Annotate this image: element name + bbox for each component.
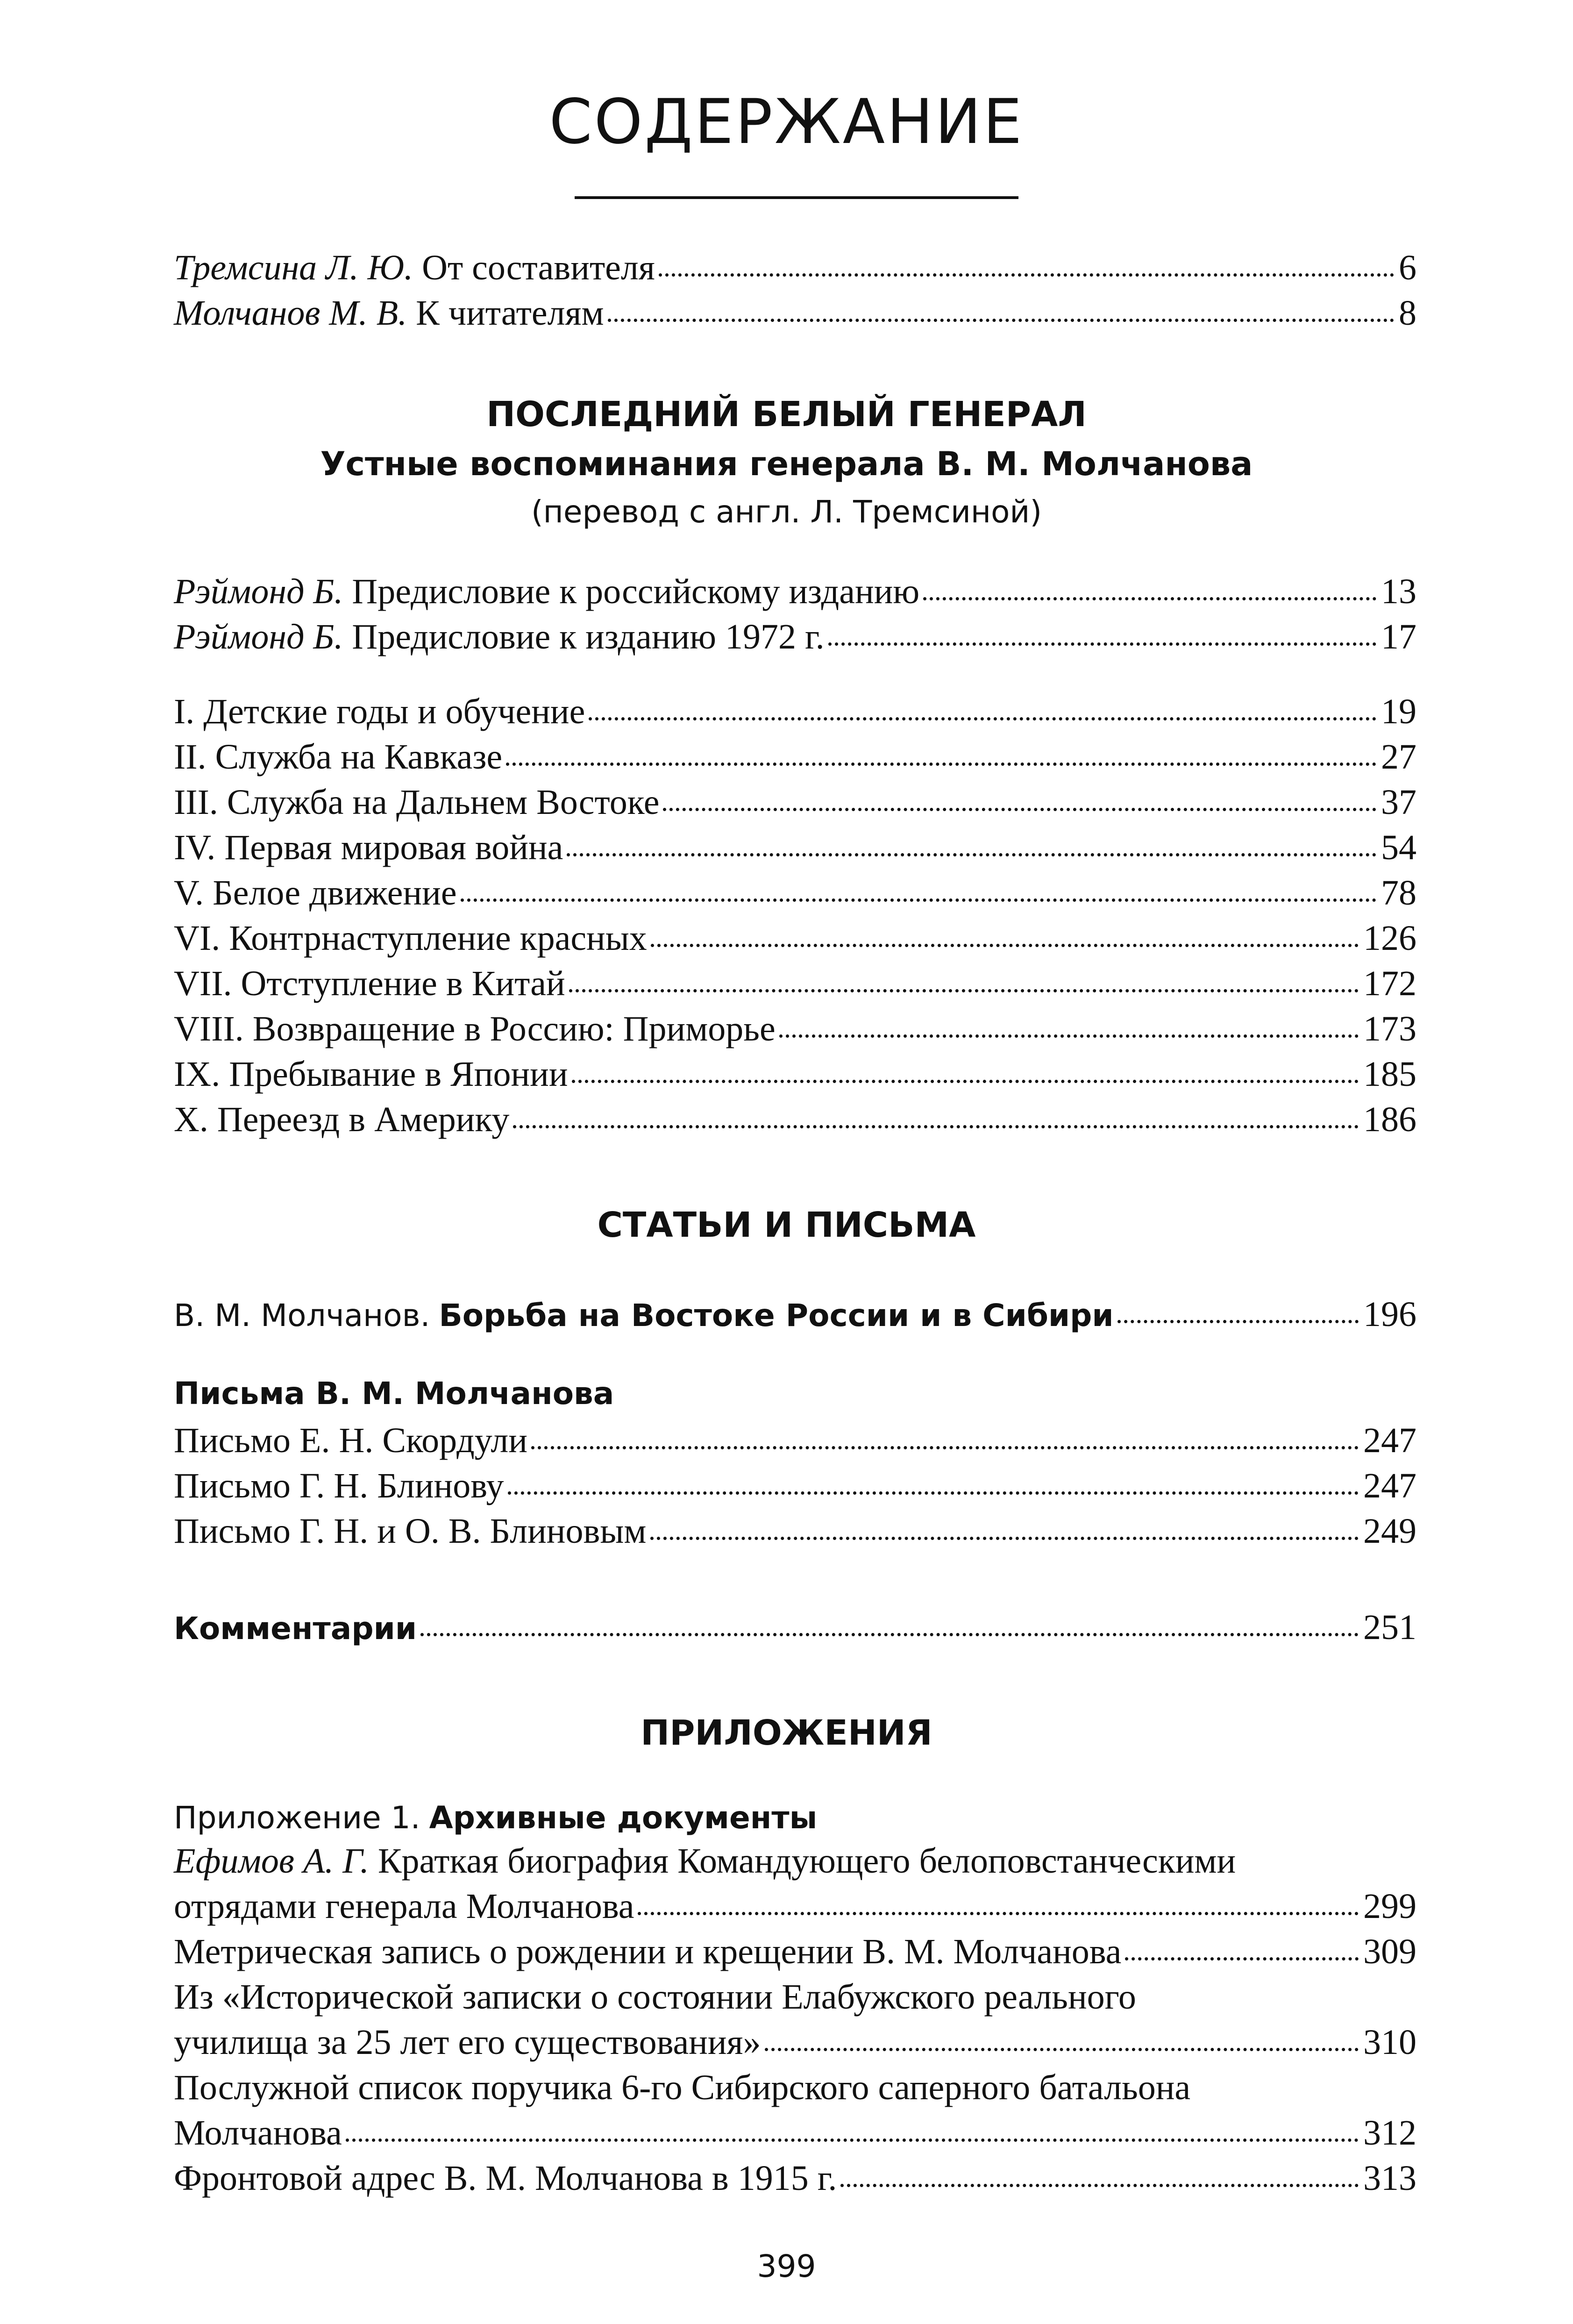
toc-entry-comments[interactable] — [174, 1610, 1416, 1645]
section-heading-part1: ПОСЛЕДНИЙ БЕЛЫЙ ГЕНЕРАЛ — [486, 394, 1087, 435]
entry-page: 27 — [1381, 737, 1416, 777]
dot-leader — [840, 2184, 1359, 2187]
toc-entry-preface-2[interactable] — [174, 619, 1416, 655]
entry-author: Молчанов М. В. — [174, 293, 407, 333]
section-heading-part2: СТАТЬИ И ПИСЬМА — [597, 1205, 976, 1245]
entry-page: 54 — [1381, 828, 1416, 867]
entry-page: 313 — [1363, 2159, 1416, 2198]
dot-leader — [589, 717, 1376, 720]
toc-entry-appendix-1[interactable] — [174, 1889, 1416, 1924]
toc-entry-appendix-3-line1[interactable] — [174, 1979, 1416, 2015]
entry-author: Рэймонд Б. — [174, 617, 343, 656]
entry-page: 299 — [1363, 1887, 1416, 1926]
entry-page: 310 — [1363, 2023, 1416, 2062]
entry-page: 19 — [1381, 692, 1416, 731]
entry-page: 172 — [1363, 964, 1416, 1003]
toc-entry-chapter-6[interactable] — [174, 920, 1416, 956]
translation-note: (перевод с англ. Л. Тремсиной) — [531, 494, 1042, 530]
toc-entry-chapter-7[interactable] — [174, 966, 1416, 1001]
toc-entry-appendix-4-line1[interactable] — [174, 2070, 1416, 2105]
entry-page: 309 — [1363, 1932, 1416, 1971]
entry-title: Письмо Г. Н. Блинову — [174, 1466, 504, 1505]
dot-leader — [1117, 1320, 1359, 1323]
dot-leader — [659, 273, 1394, 277]
toc-entry-chapter-2[interactable] — [174, 739, 1416, 775]
entry-title: Комментарии — [174, 1611, 417, 1647]
page-number: 399 — [757, 2248, 816, 2284]
entry-page: 312 — [1363, 2113, 1416, 2153]
toc-entry-chapter-4[interactable] — [174, 830, 1416, 865]
entry-title: VI. Контрнаступление красных — [174, 919, 647, 958]
dot-leader — [346, 2139, 1359, 2142]
toc-entry-letter-1[interactable] — [174, 1423, 1416, 1458]
entry-page: 249 — [1363, 1511, 1416, 1551]
dot-leader — [420, 1633, 1359, 1636]
entry-title-cont: отрядами генерала Молчанова — [174, 1887, 634, 1926]
entry-title: Письмо Е. Н. Скордули — [174, 1421, 528, 1460]
toc-entry-letter-3[interactable] — [174, 1513, 1416, 1549]
entry-title: К читателям — [416, 293, 604, 333]
dot-leader — [923, 597, 1376, 600]
section-subheading-part1: Устные воспоминания генерала В. М. Молчанова — [320, 445, 1253, 483]
entry-title: Борьба на Востоке России и в Сибири — [439, 1297, 1114, 1333]
appendix-heading — [174, 1799, 1416, 1834]
entry-page: 17 — [1381, 617, 1416, 656]
entry-title: Послужной список поручика 6-го Сибирского саперного батальона — [174, 2068, 1191, 2107]
entry-title: VIII. Возвращение в Россию: Приморье — [174, 1009, 776, 1048]
entry-title: V. Белое движение — [174, 873, 457, 912]
dot-leader — [828, 642, 1376, 646]
dot-leader — [650, 1537, 1359, 1540]
dot-leader — [779, 1034, 1359, 1038]
dot-leader — [508, 1491, 1359, 1495]
entry-title: Предисловие к изданию 1972 г. — [352, 617, 825, 656]
dot-leader — [1125, 1957, 1359, 1960]
toc-entry-preface-1[interactable] — [174, 574, 1416, 609]
dot-leader — [461, 898, 1376, 902]
entry-title: VII. Отступление в Китай — [174, 964, 565, 1003]
entry-page: 37 — [1381, 783, 1416, 822]
toc-entry-article[interactable] — [174, 1297, 1416, 1332]
entry-title: IX. Пребывание в Японии — [174, 1055, 568, 1094]
entry-title: Предисловие к российскому изданию — [352, 572, 920, 611]
toc-entry-chapter-3[interactable] — [174, 784, 1416, 820]
toc-entry-chapter-5[interactable] — [174, 875, 1416, 911]
section-heading-part3: ПРИЛОЖЕНИЯ — [641, 1713, 932, 1753]
toc-entry-appendix-5[interactable] — [174, 2160, 1416, 2196]
entry-page: 247 — [1363, 1421, 1416, 1460]
toc-entry-appendix-1-line1[interactable] — [174, 1843, 1416, 1879]
entry-title: Из «Исторической записки о состоянии Елабужского реального — [174, 1977, 1136, 2017]
entry-page: 185 — [1363, 1055, 1416, 1094]
entry-title: Краткая биография Командующего белоповстанческими — [377, 1841, 1236, 1881]
entry-author: Тремсина Л. Ю. — [174, 248, 413, 287]
title-underline — [575, 196, 1018, 199]
toc-entry-intro-1[interactable] — [174, 250, 1416, 285]
entry-title: III. Служба на Дальнем Востоке — [174, 783, 660, 822]
toc-entry-chapter-8[interactable] — [174, 1011, 1416, 1047]
entry-title: X. Переезд в Америку — [174, 1100, 510, 1139]
dot-leader — [765, 2048, 1359, 2051]
toc-entry-appendix-4[interactable] — [174, 2115, 1416, 2151]
entry-title: Метрическая запись о рождении и крещении В. М. Молчанова — [174, 1932, 1122, 1971]
toc-entry-chapter-10[interactable] — [174, 1102, 1416, 1137]
entry-author: Рэймонд Б. — [174, 572, 343, 611]
toc-entry-chapter-1[interactable] — [174, 694, 1416, 729]
entry-title: II. Служба на Кавказе — [174, 737, 503, 777]
entry-author: В. М. Молчанов. — [174, 1297, 430, 1333]
dot-leader — [638, 1912, 1359, 1915]
entry-page: 186 — [1363, 1100, 1416, 1139]
appendix-title: Архивные документы — [429, 1800, 818, 1836]
dot-leader — [651, 944, 1359, 947]
entry-title: Фронтовой адрес В. М. Молчанова в 1915 г. — [174, 2159, 837, 2198]
entry-page: 126 — [1363, 919, 1416, 958]
entry-page: 196 — [1363, 1295, 1416, 1334]
toc-entry-letter-2[interactable] — [174, 1468, 1416, 1504]
toc-entry-appendix-2[interactable] — [174, 1934, 1416, 1969]
entry-title-cont: Молчанова — [174, 2113, 342, 2153]
entry-page: 13 — [1381, 572, 1416, 611]
dot-leader — [663, 808, 1376, 811]
page-title: СОДЕРЖАНИЕ — [549, 86, 1024, 158]
entry-page: 247 — [1363, 1466, 1416, 1505]
entry-title: От составителя — [422, 248, 655, 287]
dot-leader — [608, 319, 1394, 322]
dot-leader — [513, 1125, 1359, 1128]
toc-entry-chapter-9[interactable] — [174, 1056, 1416, 1092]
entry-page: 6 — [1399, 248, 1416, 287]
dot-leader — [567, 853, 1376, 856]
entry-title: IV. Первая мировая война — [174, 828, 563, 867]
dot-leader — [506, 763, 1376, 766]
dot-leader — [569, 989, 1359, 992]
entry-page: 173 — [1363, 1009, 1416, 1048]
entry-page: 251 — [1363, 1608, 1416, 1647]
toc-entry-intro-2[interactable] — [174, 295, 1416, 331]
dot-leader — [572, 1080, 1359, 1083]
entry-page: 78 — [1381, 873, 1416, 912]
letters-heading: Письма В. М. Молчанова — [174, 1376, 614, 1412]
entry-title: I. Детские годы и обучение — [174, 692, 585, 731]
entry-title-cont: училища за 25 лет его существования» — [174, 2023, 761, 2062]
entry-author: Ефимов А. Г. — [174, 1841, 369, 1881]
toc-entry-appendix-3[interactable] — [174, 2025, 1416, 2060]
dot-leader — [531, 1446, 1359, 1449]
entry-page: 8 — [1399, 293, 1416, 333]
entry-title: Письмо Г. Н. и О. В. Блиновым — [174, 1511, 647, 1551]
appendix-label: Приложение 1. — [174, 1800, 420, 1836]
